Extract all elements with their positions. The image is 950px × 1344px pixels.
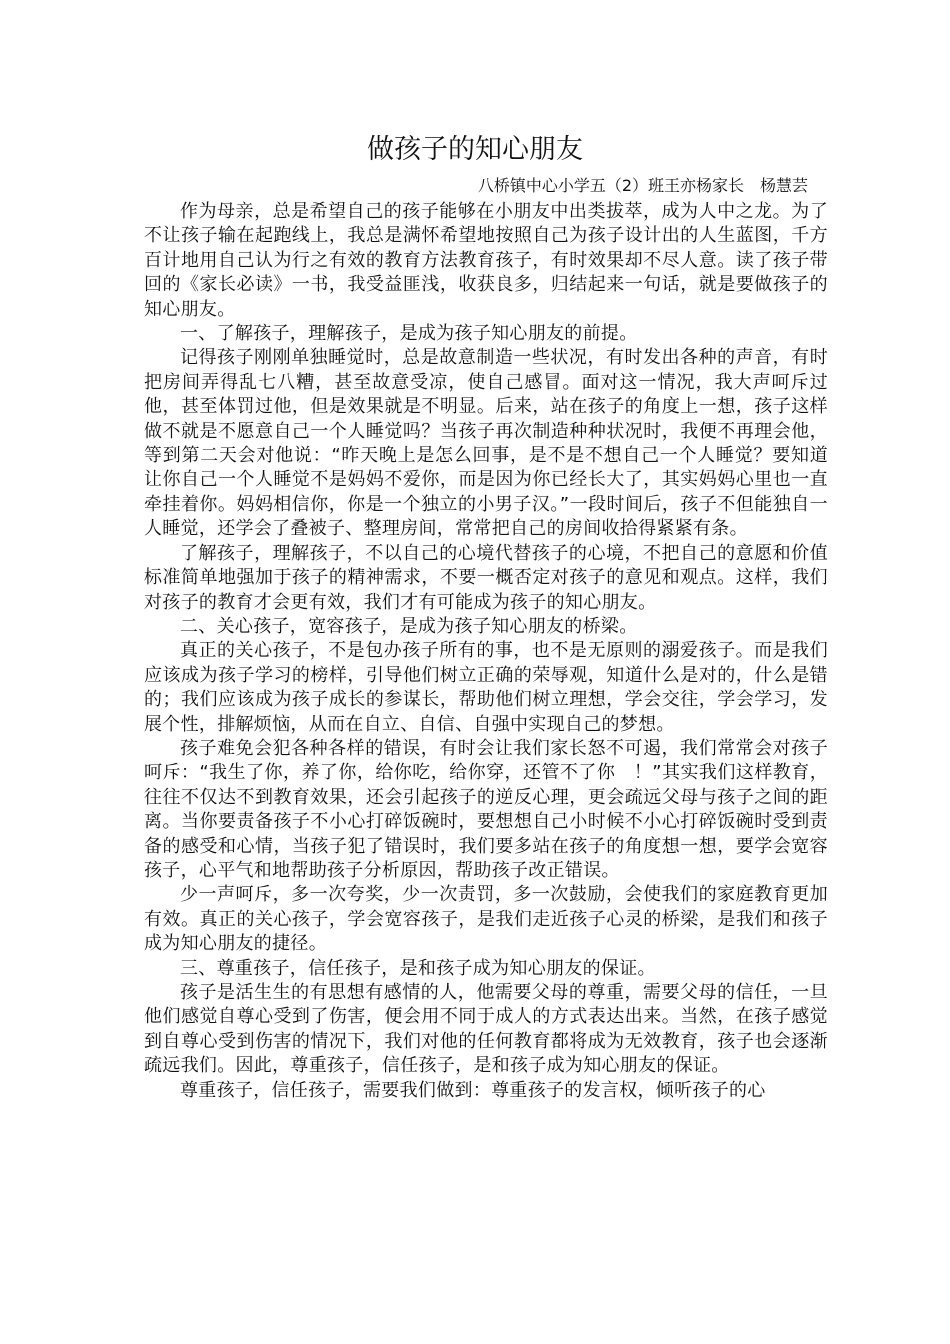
section-heading-3: 三、尊重孩子，信任孩子，是和孩子成为知心朋友的保证。 bbox=[180, 957, 656, 979]
document-title: 做孩子的知心朋友 bbox=[367, 134, 583, 165]
section-heading-2: 二、关心孩子，宽容孩子，是成为孩子知心朋友的桥梁。 bbox=[180, 615, 638, 637]
paragraph-intro: 作为母亲，总是希望自己的孩子能够在小朋友中出类拔萃，成为人中之龙。为了不让孩子输在起跑线上，我总是满怀希望地按照自己为孩子设计出的人生蓝图，千方百计地用自己认为行之有效的教育方法教育孩子，有时效果却不尽人意。读了孩子带回的《家长必读》一书，我受益匪浅，收获良多，归结起来一句话，就是要做孩子的知心朋友。 bbox=[144, 201, 828, 320]
paragraph: 了解孩子，理解孩子，不以自己的心境代替孩子的心境，不把自己的意愿和价值标准简单地强加于孩子的精神需求，不要一概否定对孩子的意见和观点。这样，我们对孩子的教育才会更有效，我们才有可能成为孩子的知心朋友。 bbox=[144, 542, 828, 613]
paragraph: 孩子难免会犯各种各样的错误，有时会让我们家长怒不可遏，我们常常会对孩子呵斥：“我生了你，养了你，给你吃，给你穿，还管不了你 ！”其实我们这样教育，往往不仅达不到教育效果，还会引起孩子的逆反心理，更会疏远父母与孩子之间的距离。当你要责备孩子不小心打碎饭碗时，要想想自己小时候不小心打碎饭碗时受到责备的感受和心情，当孩子犯了错误时，我们要多站在孩子的角度想一想，要学会宽容孩子，心平气和地帮助孩子分析原因，帮助孩子改正错误。 bbox=[144, 737, 828, 881]
paragraph: 真正的关心孩子，不是包办孩子所有的事，也不是无原则的溺爱孩子。而是我们应该成为孩子学习的榜样，引导他们树立正确的荣辱观，知道什么是对的，什么是错的；我们应该成为孩子成长的参谋长，帮助他们树立理想，学会交往，学会学习，发展个性，排解烦恼，从而在自立、自信、自强中实现自己的梦想。 bbox=[144, 640, 828, 735]
document-body bbox=[144, 200, 828, 1103]
paragraph: 记得孩子刚刚单独睡觉时，总是故意制造一些状况，有时发出各种的声音，有时把房间弄得乱七八糟，甚至故意受凉，使自己感冒。面对这一情况，我大声呵斥过他，甚至体罚过他，但是效果就是不明显。后来，站在孩子的角度上一想，孩子这样做不就是不愿意自己一个人睡觉吗？当孩子再次制造种种状况时，我便不再理会他，等到第二天会对他说：“昨天晚上是怎么回事，是不是不想自己一个人睡觉？要知道让你自己一个人睡觉不是妈妈不爱你，而是因为你已经长大了，其实妈妈心里也一直牵挂着你。妈妈相信你，你是一个独立的小男子汉。”一段时间后，孩子不但能独自一人睡觉，还学会了叠被子、整理房间，常常把自己的房间收拾得紧紧有条。 bbox=[144, 347, 828, 540]
section-heading-1: 一、了解孩子，理解孩子，是成为孩子知心朋友的前提。 bbox=[180, 323, 638, 345]
author-byline: 八桥镇中心小学五（2）班王亦杨家长 杨慧芸 bbox=[477, 176, 808, 195]
paragraph: 尊重孩子，信任孩子，需要我们做到：尊重孩子的发言权，倾听孩子的心 bbox=[180, 1079, 766, 1101]
paragraph: 孩子是活生生的有思想有感情的人，他需要父母的尊重，需要父母的信任，一旦他们感觉自尊心受到了伤害，便会用不同于成人的方式表达出来。当然，在孩子感觉到自尊心受到伤害的情况下，我们对他的任何教育都将成为无效教育，孩子也会逐渐疏远我们。因此，尊重孩子，信任孩子，是和孩子成为知心朋友的保证。 bbox=[144, 982, 828, 1077]
paragraph: 少一声呵斥，多一次夸奖，少一次责罚，多一次鼓励，会使我们的家庭教育更加有效。真正的关心孩子，学会宽容孩子，是我们走近孩子心灵的桥梁，是我们和孩子成为知心朋友的捷径。 bbox=[144, 884, 828, 955]
